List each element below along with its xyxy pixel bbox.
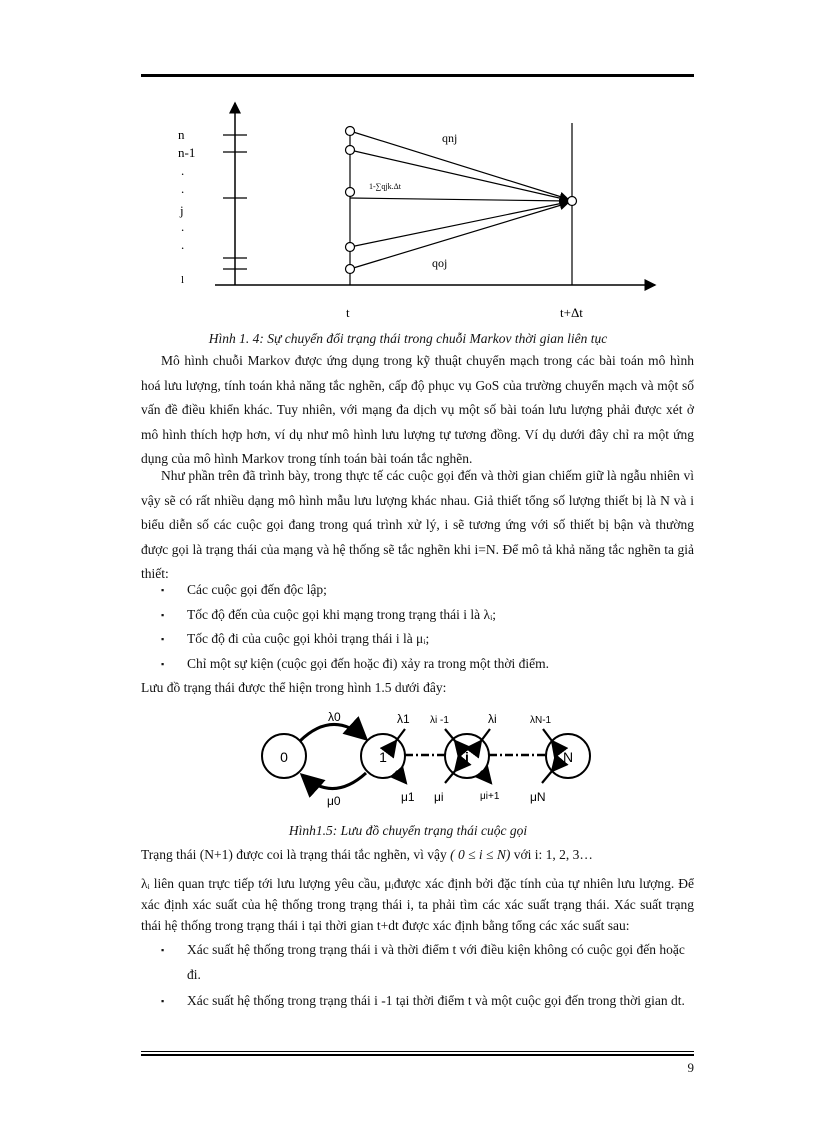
page-number: 9 <box>687 1060 694 1075</box>
mu-1: μ1 <box>401 790 415 804</box>
figure-1-4-caption: Hình 1. 4: Sự chuyển đổi trạng thái trong chuỗi Markov thời gian liên tục <box>208 331 608 346</box>
bullet-icon: ▪ <box>161 945 165 955</box>
markov-transition-figure <box>160 95 680 325</box>
state-0: 0 <box>280 749 288 765</box>
ylabel-dot: . <box>181 219 185 234</box>
label-t-dt: t+Δt <box>560 305 583 320</box>
ylabel-dot: . <box>181 181 185 196</box>
paragraph-probability: λᵢ liên quan trực tiếp tới lưu lượng yêu cầu, μᵢđược xác định bởi đặc tính của tự nhiên lưu lượng. Để xác định xác suất của hệ thống trong trạng thái i, ta phải tìm các xác suất trạng thái. Xác suất trạng thái hệ thống trong trạng thái i tại thời gian t+dt được xác định bằng tổng các xác suất sau: <box>141 876 694 933</box>
bullet-icon: ▪ <box>161 996 165 1006</box>
list-item: ▪ Chỉ một sự kiện (cuộc gọi đến hoặc đi) xảy ra trong một thời điểm. <box>141 652 694 677</box>
paragraph-figure-intro: Lưu đồ trạng thái được thể hiện trong hình 1.5 dưới đây: <box>141 680 447 695</box>
bullet-icon: ▪ <box>161 634 165 644</box>
state-1: 1 <box>379 749 387 765</box>
ylabel-n-1: n-1 <box>178 145 196 160</box>
mu-N: μN <box>530 790 546 804</box>
mu-i: μi <box>434 790 444 804</box>
lambda-0: λ0 <box>328 710 341 724</box>
list-item: ▪ Xác suất hệ thống trong trạng thái i và thời điểm t với điều kiện không có cuộc gọi đến hoặc đi. <box>141 938 694 987</box>
label-qoj: qoj <box>432 256 448 270</box>
list-item: ▪ Xác suất hệ thống trong trạng thái i -1 tại thời điểm t và một cuộc gọi đến trong thời gian dt. <box>141 989 694 1014</box>
list-item: ▪ Tốc độ đến của cuộc gọi khi mạng trong trạng thái i là λᵢ; <box>141 603 694 628</box>
state-i: i <box>465 749 469 765</box>
footer-rule <box>141 1054 694 1056</box>
header-rule <box>141 74 694 77</box>
footer-rule <box>141 1051 694 1052</box>
ylabel-l: l <box>181 274 185 286</box>
bullet-icon: ▪ <box>161 609 165 620</box>
lambda-i-1: λi -1 <box>430 715 449 726</box>
state-N: N <box>562 749 574 765</box>
figure-1-5-caption: Hình1.5: Lưu đồ chuyển trạng thái cuộc gọi <box>288 823 528 838</box>
ylabel-j: j <box>180 203 184 218</box>
mu-0: μ0 <box>327 794 341 808</box>
ylabel-dot: . <box>181 163 185 178</box>
ylabel-dot: . <box>181 237 185 252</box>
ylabel-n: n <box>178 127 185 142</box>
bullet-icon: ▪ <box>161 585 165 595</box>
state-transition-diagram <box>250 705 595 817</box>
lambda-1: λ1 <box>397 712 410 726</box>
bullet-icon: ▪ <box>161 658 165 669</box>
list-item: ▪ Tốc độ đi của cuộc gọi khỏi trạng thái i là μᵢ; <box>141 627 694 652</box>
list-item: ▪ Các cuộc gọi đến độc lập; <box>141 578 694 603</box>
assumptions-list <box>141 578 694 676</box>
paragraph-assumptions: Như phần trên đã trình bày, trong thực tế các cuộc gọi đến và thời gian chiếm giữ là ngẫu nhiên vì vậy sẽ có rất nhiều dạng mô hình mẫu lưu lượng khác nhau. Giả thiết tổng số lượng thiết bị là N và i biểu diễn số các cuộc gọi đang trong quá trình xử lý, i sẽ tương ứng với số thiết bị bận và thường được gọi là trạng thái của mạng và hệ thống sẽ tắc nghẽn khi i=N. Để mô tả khả năng tắc nghẽn ta giả thiết: <box>141 468 694 581</box>
lambda-i: λi <box>488 712 497 726</box>
label-qnj: qnj <box>442 131 458 145</box>
mu-i+1: μi+1 <box>480 791 500 802</box>
transition-arrows <box>350 131 568 269</box>
label-t: t <box>346 305 350 320</box>
paragraph-congestion-state: Trạng thái (N+1) được coi là trạng thái tắc nghẽn, vì vậy ( 0 ≤ i ≤ N) với i: 1, 2, 3… <box>141 847 593 862</box>
lambda-N-1: λN-1 <box>530 715 552 726</box>
label-stay: 1-∑qjk.Δt <box>369 182 401 191</box>
probability-list <box>141 938 694 1014</box>
state-range-formula: ( 0 ≤ i ≤ N) <box>450 847 511 862</box>
paragraph-markov-application: Mô hình chuỗi Markov được ứng dụng trong kỹ thuật chuyển mạch trong các bài toán mô hình hoá lưu lượng, tính toán khả năng tắc nghẽn, cấp độ phục vụ GoS của trường chuyển mạch và một số vấn đề điều khiển khác. Tuy nhiên, với mạng đa dịch vụ một số bài toán lưu lượng phải được xét ở mô hình thích hợp hơn, ví dụ như mô hình lưu lượng tự tương đồng. Ví dụ dưới đây chỉ ra một ứng dụng của mô hình Markov trong tính toán bài toán tắc nghẽn. <box>141 353 694 466</box>
